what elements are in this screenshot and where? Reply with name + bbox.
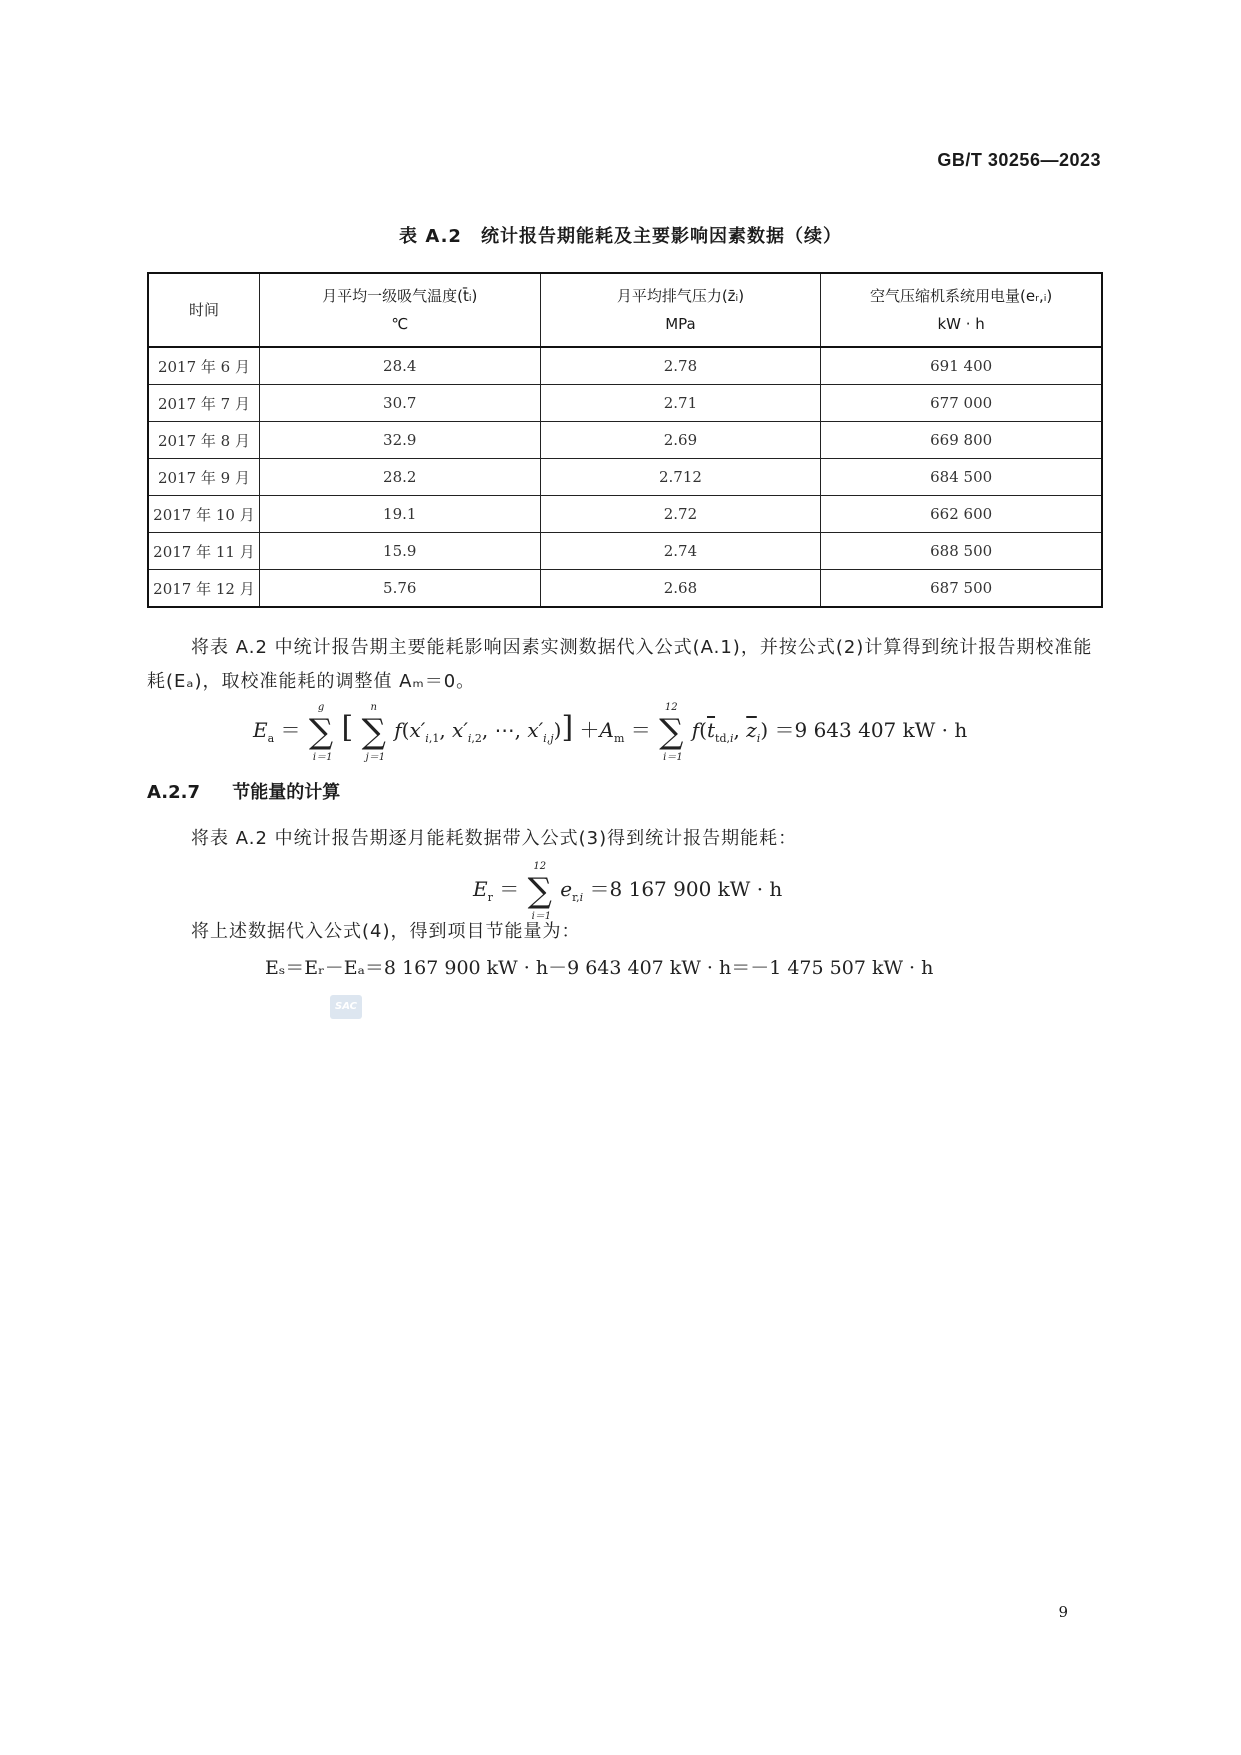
cell-pressure: 2.74 <box>540 533 821 570</box>
cell-time: 2017 年 8 月 <box>148 422 259 459</box>
table-row <box>148 422 1102 459</box>
cell-temperature: 28.4 <box>259 347 540 385</box>
cell-temperature: 5.76 <box>259 570 540 608</box>
formula-calibrated-energy: $E_a$ ＝ g ∑ i＝1 [ n ∑ j＝1 $f(x'_{i,1}$, $x'_{i,2}$, ⋯, $x'_{i,j})] +A_m$ ＝ 12 ∑ i＝1 $f(\overline{t}_{td,i}$, $\overline{z}_i) =9$ 643 407 kW · h <box>253 701 968 763</box>
column-header-temperature: 月平均一级吸气温度(t̄ᵢ) ℃ <box>259 273 540 347</box>
cell-pressure: 2.71 <box>540 385 821 422</box>
cell-power: 684 500 <box>821 459 1102 496</box>
sac-watermark-logo: SAC <box>330 995 362 1019</box>
cell-power: 677 000 <box>821 385 1102 422</box>
table-row <box>148 459 1102 496</box>
cell-temperature: 15.9 <box>259 533 540 570</box>
cell-power: 662 600 <box>821 496 1102 533</box>
paragraph-energy-saving: 将上述数据代入公式(4)，得到项目节能量为： <box>191 921 581 942</box>
cell-power: 687 500 <box>821 570 1102 608</box>
cell-time: 2017 年 11 月 <box>148 533 259 570</box>
cell-time: 2017 年 9 月 <box>148 459 259 496</box>
cell-time: 2017 年 6 月 <box>148 347 259 385</box>
cell-pressure: 2.69 <box>540 422 821 459</box>
table-title: 表 A.2 统计报告期能耗及主要影响因素数据（续） <box>399 226 842 247</box>
table-header-row <box>148 273 1102 347</box>
cell-time: 2017 年 7 月 <box>148 385 259 422</box>
data-table <box>147 272 1103 608</box>
table-row <box>148 347 1102 385</box>
standard-code: GB/T 30256—2023 <box>937 150 1101 170</box>
cell-power: 688 500 <box>821 533 1102 570</box>
cell-time: 2017 年 12 月 <box>148 570 259 608</box>
cell-temperature: 30.7 <box>259 385 540 422</box>
section-heading <box>147 778 340 804</box>
cell-power: 669 800 <box>821 422 1102 459</box>
section-number: A.2.7 <box>147 782 200 803</box>
table-row <box>148 385 1102 422</box>
formula-energy-saving: Eₛ＝Eᵣ－Eₐ＝8 167 900 kW · h－9 643 407 kW · h＝－1 475 507 kW · h <box>265 957 934 979</box>
formula-calibrated-energy-result: ＝9 643 407 kW · h <box>774 718 968 742</box>
page-number: 9 <box>1058 1603 1068 1621</box>
paragraph-reporting-energy: 将表 A.2 中统计报告期逐月能耗数据带入公式(3)得到统计报告期能耗： <box>191 828 798 849</box>
formula-reporting-energy: $E_r$ ＝ 12 ∑ i＝1 $e_{r,i} =8$ 167 900 kW · h <box>473 860 783 922</box>
table-row <box>148 533 1102 570</box>
paragraph-calibrated-energy: 将表 A.2 中统计报告期主要能耗影响因素实测数据代入公式(A.1)，并按公式(2)计算得到统计报告期校准能耗(Eₐ)，取校准能耗的调整值 Aₘ＝0。 <box>147 637 1093 692</box>
formula-reporting-energy-result: ＝8 167 900 kW · h <box>589 877 783 901</box>
cell-temperature: 28.2 <box>259 459 540 496</box>
cell-pressure: 2.68 <box>540 570 821 608</box>
cell-pressure: 2.78 <box>540 347 821 385</box>
table-row <box>148 570 1102 608</box>
column-header-pressure: 月平均排气压力(z̄ᵢ) MPa <box>540 273 821 347</box>
column-header-time: 时间 <box>148 273 259 347</box>
cell-pressure: 2.72 <box>540 496 821 533</box>
section-title: 节能量的计算 <box>232 782 341 803</box>
cell-temperature: 19.1 <box>259 496 540 533</box>
cell-power: 691 400 <box>821 347 1102 385</box>
table-row <box>148 496 1102 533</box>
cell-pressure: 2.712 <box>540 459 821 496</box>
column-header-power: 空气压缩机系统用电量(eᵣ,ᵢ) kW · h <box>821 273 1102 347</box>
cell-time: 2017 年 10 月 <box>148 496 259 533</box>
cell-temperature: 32.9 <box>259 422 540 459</box>
